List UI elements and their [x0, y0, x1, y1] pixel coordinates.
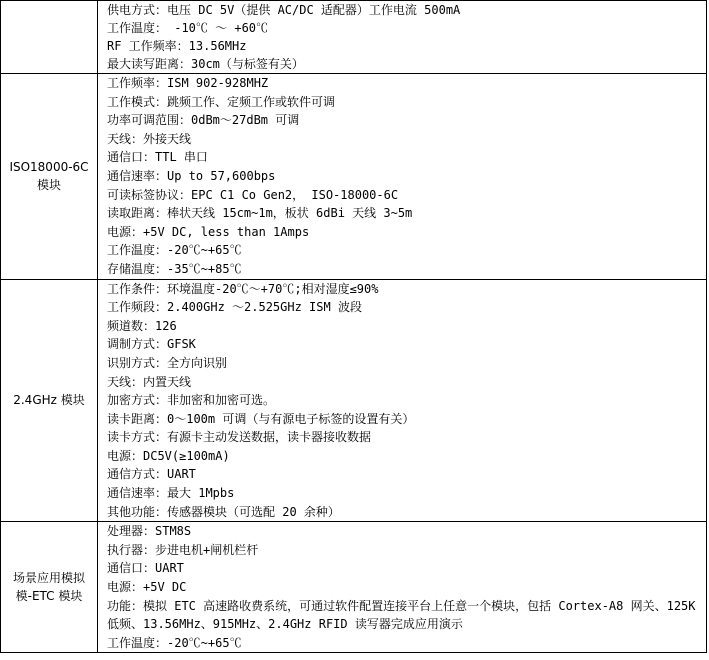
spec-line: RF 工作频率：13.56MHz [107, 39, 247, 53]
spec-line: 读卡方式：有源卡主动发送数据，读卡器接收数据 [107, 430, 372, 445]
spec-line: 工作频率：ISM 902-928MHZ [107, 76, 269, 90]
spec-line: 工作条件：环境温度-20℃～+70℃;相对湿度≤90% [107, 281, 379, 296]
spec-line: 调制方式：GFSK [107, 337, 196, 352]
spec-cell [98, 522, 707, 653]
spec-line: 通信速率：最大 1Mpbs [107, 486, 235, 501]
spec-line: 天线：内置天线 [107, 374, 192, 389]
table-row [1, 279, 707, 522]
spec-line: 最大读写距离：30cm（与标签有关） [107, 57, 304, 71]
spec-line: 处理器：STM8S [107, 524, 192, 539]
spec-line: 其他功能：传感器模块（可选配 20 余种） [107, 504, 340, 519]
table-row [1, 74, 707, 280]
module-name-cell [1, 1, 98, 74]
spec-line: 频道数：126 [107, 318, 177, 333]
spec-line: 功能：模拟 ETC 高速路收费系统，可通过软件配置连接平台上任意一个模块，包括 Cortex-A8 网关、125K 低频、13.56MHz、915MHz、2.4GHz RFID 读写器完成应用演示 [107, 598, 696, 632]
spec-line: 通信方式：UART [107, 467, 196, 482]
spec-line: 工作温度：-20℃~+65℃ [107, 243, 242, 258]
module-name-cell: 2.4GHz 模块 [1, 279, 98, 522]
spec-line: 可读标签协议：EPC C1 Co Gen2， ISO-18000-6C [107, 187, 399, 202]
spec-line: 电源：+5V DC [107, 580, 187, 595]
module-name-cell: 场景应用模拟模-ETC 模块 [1, 522, 98, 653]
spec-line: 存储温度：-35℃~+85℃ [107, 261, 242, 276]
spec-line: 工作模式：跳频工作、定频工作或软件可调 [107, 94, 336, 109]
spec-line: 功率可调范围：0dBm～27dBm 可调 [107, 113, 300, 128]
spec-cell [98, 279, 707, 522]
table-row [1, 1, 707, 74]
spec-line: 工作频段：2.400GHz ～2.525GHz ISM 波段 [107, 300, 362, 315]
spec-line: 电源：DC5V(≥100mA) [107, 448, 230, 463]
spec-line: 读卡距离：0～100m 可调（与有源电子标签的设置有关） [107, 411, 415, 426]
spec-line: 供电方式：电压 DC 5V（提供 AC/DC 适配器）工作电流 500mA [107, 3, 461, 17]
table-row [1, 522, 707, 653]
spec-line: 识别方式：全方向识别 [107, 355, 228, 370]
spec-line: 通信速率：Up to 57,600bps [107, 168, 276, 183]
spec-line: 通信口：TTL 串口 [107, 150, 208, 165]
spec-line: 加密方式：非加密和加密可选。 [107, 393, 276, 408]
spec-line: 读取距离：棒状天线 15cm~1m，板状 6dBi 天线 3~5m [107, 206, 413, 221]
spec-line: 通信口：UART [107, 561, 184, 576]
spec-line: 执行器：步进电机+闸机栏杆 [107, 542, 259, 557]
spec-line: 天线：外接天线 [107, 131, 192, 146]
module-name-cell: ISO18000-6C 模块 [1, 74, 98, 280]
spec-cell [98, 74, 707, 280]
spec-line: 工作温度： -10℃ ～ +60℃ [107, 21, 269, 35]
spec-line: 电源：+5V DC, less than 1Amps [107, 224, 310, 239]
spec-cell [98, 1, 707, 74]
spec-line: 工作温度：-20℃~+65℃ [107, 635, 242, 650]
